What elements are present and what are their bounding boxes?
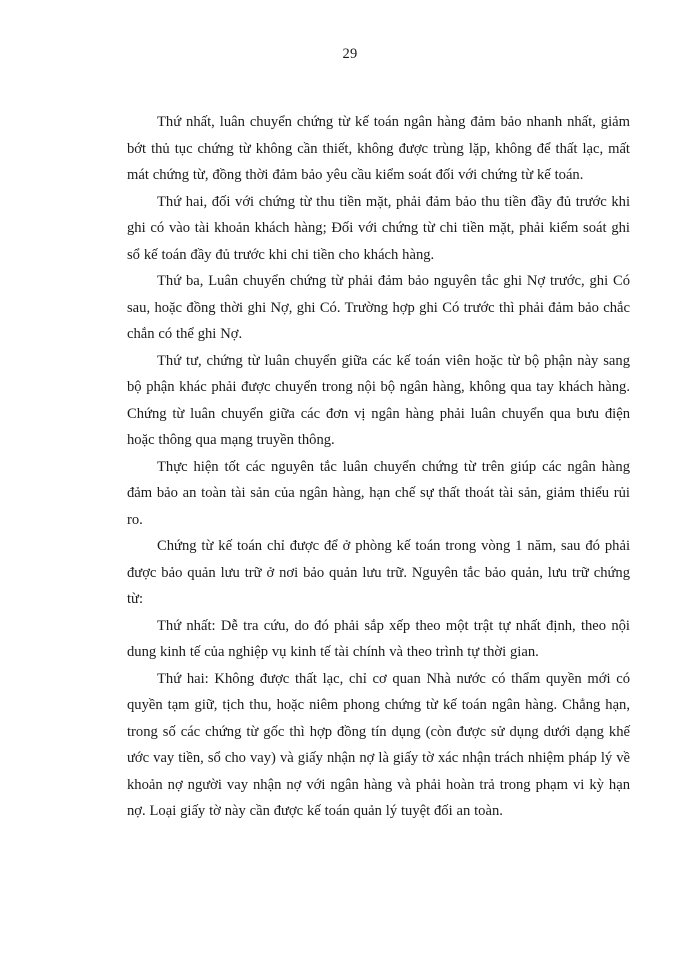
- body-text: [127, 109, 630, 825]
- paragraph-7: Thứ nhất: Dễ tra cứu, do đó phải sắp xếp theo một trật tự nhất định, theo nội dung kinh tế của nghiệp vụ kinh tế tài chính và theo trình tự thời gian.: [127, 617, 630, 660]
- paragraph-6: Chứng từ kế toán chỉ được để ở phòng kế toán trong vòng 1 năm, sau đó phải được bảo quản lưu trữ ở nơi bảo quản lưu trữ. Nguyên tắc bảo quản, lưu trữ chứng từ:: [127, 538, 630, 607]
- paragraph-8: Thứ hai: Không được thất lạc, chỉ cơ quan Nhà nước có thẩm quyền mới có quyền tạm giữ, tịch thu, hoặc niêm phong chứng từ kế toán ngân hàng. Chẳng hạn, trong số các chứng từ gốc thì hợp đồng tín dụng (còn được sử dụng dưới dạng khế ước vay tiền, sổ cho vay) và giấy nhận nợ là giấy tờ xác nhận trách nhiệm pháp lý về khoản nợ người vay nhận nợ với ngân hàng và phải hoàn trả trong phạm vi kỳ hạn nợ. Loại giấy tờ này cần được kế toán quản lý tuyệt đối an toàn.: [127, 670, 630, 819]
- paragraph-5: Thực hiện tốt các nguyên tắc luân chuyển chứng từ trên giúp các ngân hàng đảm bảo an toàn tài sản của ngân hàng, hạn chế sự thất thoát tài sản, giảm thiểu rủi ro.: [127, 458, 630, 528]
- paragraph-2: Thứ hai, đối với chứng từ thu tiền mặt, phải đảm bảo thu tiền đầy đủ trước khi ghi có vào tài khoản khách hàng; Đối với chứng từ chi tiền mặt, phải kiểm soát ghi sổ kế toán đầy đủ trước khi chi tiền cho khách hàng.: [127, 193, 630, 263]
- paragraph-4: Thứ tư, chứng từ luân chuyển giữa các kế toán viên hoặc từ bộ phận này sang bộ phận khác phải được chuyển trong nội bộ ngân hàng, không qua tay khách hàng. Chứng từ luân chuyển giữa các đơn vị ngân hàng phải luân chuyển qua bưu điện hoặc thông qua mạng truyền thông.: [127, 352, 630, 448]
- page-number: 29: [342, 46, 358, 62]
- paragraph-3: Thứ ba, Luân chuyển chứng từ phải đảm bảo nguyên tắc ghi Nợ trước, ghi Có sau, hoặc đồng thời ghi Nợ, ghi Có. Trường hợp ghi Có trước thì phải đảm bảo chắc chắn có thể ghi Nợ.: [127, 273, 630, 342]
- paragraph-1: Thứ nhất, luân chuyển chứng từ kế toán ngân hàng đảm bảo nhanh nhất, giảm bớt thủ tục chứng từ không cần thiết, không được trùng lặp, không để thất lạc, mất mát chứng từ, đồng thời đảm bảo yêu cầu kiểm soát đối với chứng từ kế toán.: [127, 114, 630, 183]
